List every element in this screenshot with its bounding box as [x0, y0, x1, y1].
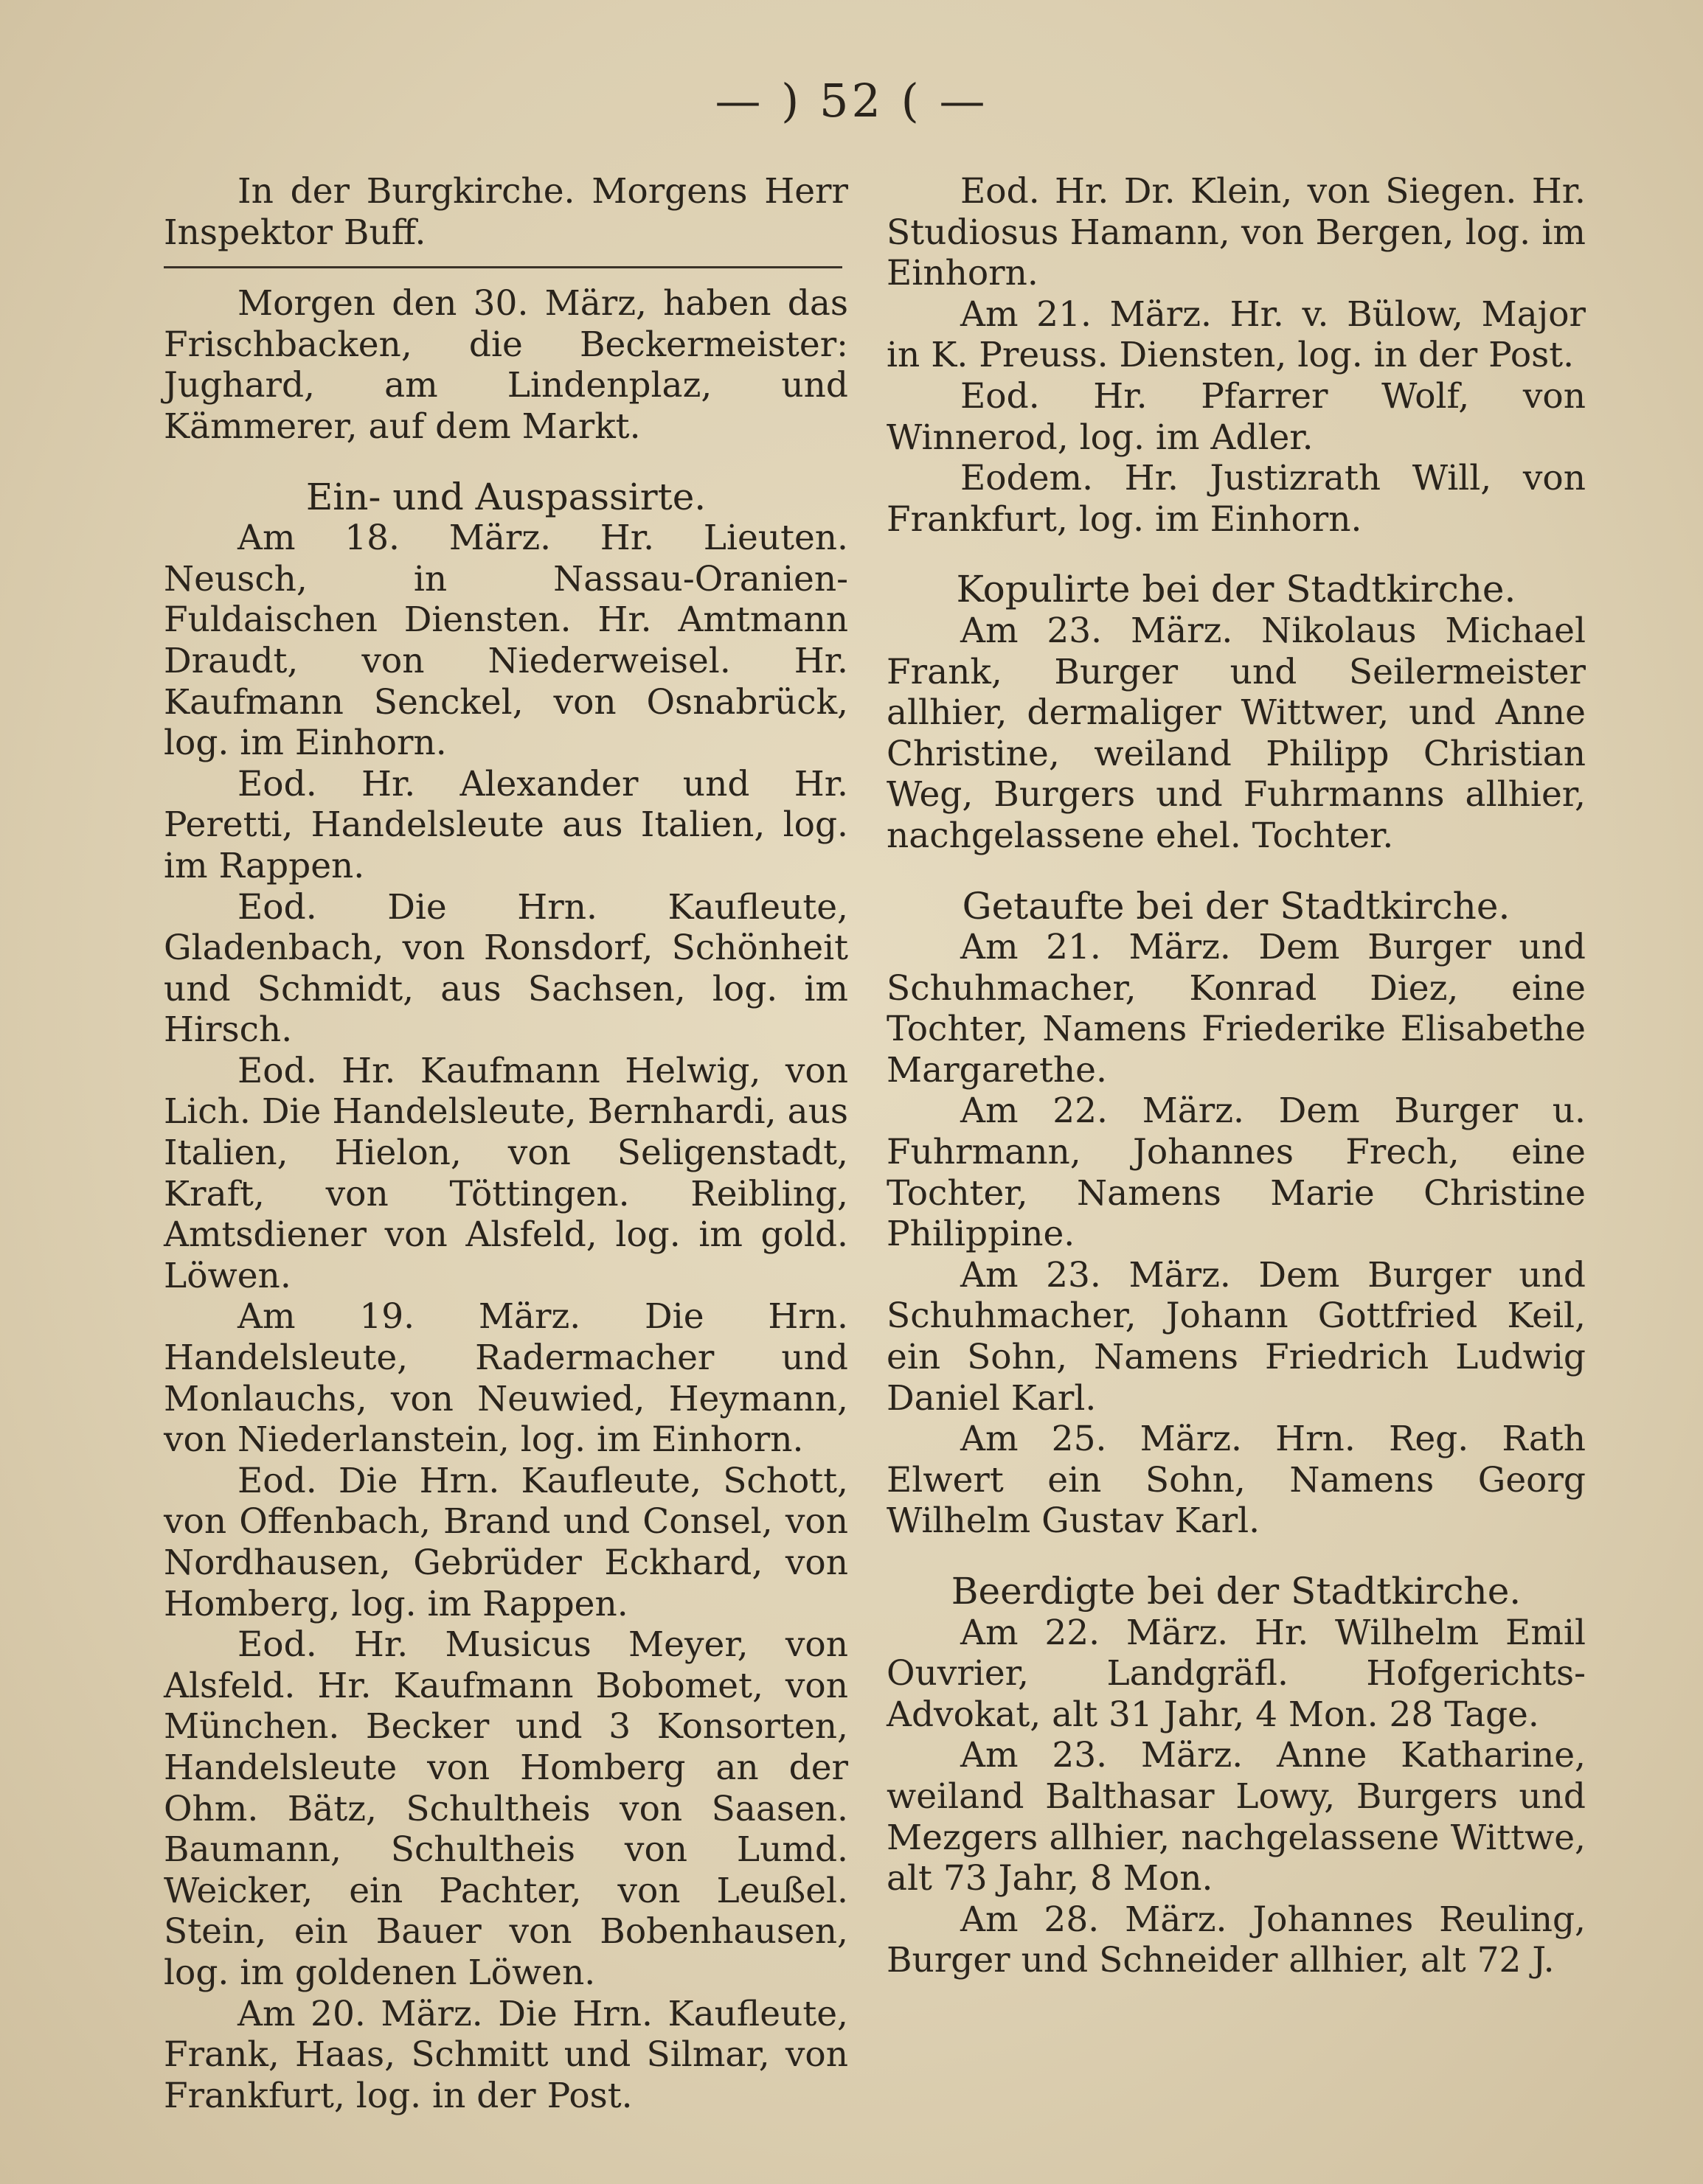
traveler-entry: Eod. Hr. Kaufmann Helwig, von Lich. Die Handelsleute, Bernhardi, aus Italien, Hielon, von Seligenstadt, Kraft, von Töttingen. Reibling, Amtsdiener von Alsfeld, log. im gold. Löwen. [164, 1050, 848, 1296]
section-divider [164, 266, 842, 268]
traveler-entry: Eodem. Hr. Justizrath Will, von Frankfurt, log. im Einhorn. [887, 458, 1586, 540]
traveler-entry: Eod. Hr. Alexander und Hr. Peretti, Handelsleute aus Italien, log. im Rappen. [164, 763, 848, 886]
travelers-heading: Ein- und Auspassirte. [305, 475, 707, 518]
traveler-entry: Eod. Hr. Dr. Klein, von Siegen. Hr. Studiosus Hamann, von Bergen, log. im Einhorn. [887, 171, 1586, 294]
traveler-entry: Am 21. März. Hr. v. Bülow, Major in K. Preuss. Diensten, log. in der Post. [887, 293, 1586, 376]
baptism-entry: Am 21. März. Dem Burger und Schuhmacher, Konrad Diez, eine Tochter, Namens Friederike Elisabethe Margarethe. [887, 927, 1586, 1091]
baptism-entry: Am 22. März. Dem Burger u. Fuhrmann, Johannes Frech, eine Tochter, Namens Marie Christine Philippine. [887, 1091, 1586, 1255]
burial-entry: Am 28. März. Johannes Reuling, Burger und Schneider allhier, alt 72 J. [887, 1899, 1586, 1981]
traveler-entry: Am 18. März. Hr. Lieuten. Neusch, in Nassau-Oranien-Fuldaischen Diensten. Hr. Amtmann Draudt, von Niederweisel. Hr. Kaufmann Senckel, von Osnabrück, log. im Einhorn. [164, 518, 848, 764]
traveler-entry: Eod. Die Hrn. Kaufleute, Gladenbach, von Ronsdorf, Schönheit und Schmidt, aus Sachsen, log. im Hirsch. [164, 886, 848, 1051]
burial-entry: Am 23. März. Anne Katharine, weiland Balthasar Lowy, Burgers und Mezgers allhier, nachgelassene Wittwe, alt 73 Jahr, 8 Mon. [887, 1735, 1586, 1899]
marriage-entry: Am 23. März. Nikolaus Michael Frank, Burger und Seilermeister allhier, dermaliger Wittwer, und Anne Christine, weiland Philipp Christian Weg, Burgers und Fuhrmanns allhier, nachgelassene ehel. Tochter. [887, 610, 1586, 856]
traveler-entry: Am 19. März. Die Hrn. Handelsleute, Radermacher und Monlauchs, von Neuwied, Heymann, von Niederlanstein, log. im Einhorn. [164, 1296, 848, 1461]
baptism-entry: Am 25. März. Hrn. Reg. Rath Elwert ein Sohn, Namens Georg Wilhelm Gustav Karl. [887, 1419, 1586, 1542]
burial-entry: Am 22. März. Hr. Wilhelm Emil Ouvrier, Landgräfl. Hofgerichts-Advokat, alt 31 Jahr, 4 Mon. 28 Tage. [887, 1612, 1586, 1735]
left-column [164, 171, 848, 2116]
married-heading: Kopulirte bei der Stadtkirche. [956, 568, 1516, 611]
baptism-entry: Am 23. März. Dem Burger und Schuhmacher, Johann Gottfried Keil, ein Sohn, Namens Friedrich Ludwig Daniel Karl. [887, 1254, 1586, 1419]
buried-heading: Beerdigte bei der Stadtkirche. [951, 1570, 1522, 1613]
page-number: — ) 52 ( — [715, 74, 988, 128]
traveler-entry: Eod. Hr. Pfarrer Wolf, von Winnerod, log. im Adler. [887, 375, 1586, 458]
right-column [887, 171, 1586, 1981]
church-service-note: In der Burgkirche. Morgens Herr Inspektor Buff. [164, 171, 848, 253]
bakers-notice: Morgen den 30. März, haben das Frischbacken, die Beckermeister: Jughard, am Lindenplaz, und Kämmerer, auf dem Markt. [164, 283, 848, 447]
traveler-entry: Eod. Die Hrn. Kaufleute, Schott, von Offenbach, Brand und Consel, von Nordhausen, Gebrüder Eckhard, von Homberg, log. im Rappen. [164, 1460, 848, 1624]
traveler-entry: Am 20. März. Die Hrn. Kaufleute, Frank, Haas, Schmitt und Silmar, von Frankfurt, log. in der Post. [164, 1993, 848, 2116]
baptized-heading: Getaufte bei der Stadtkirche. [962, 884, 1510, 928]
traveler-entry: Eod. Hr. Musicus Meyer, von Alsfeld. Hr. Kaufmann Bobomet, von München. Becker und 3 Konsorten, Handelsleute von Homberg an der Ohm. Bätz, Schultheis von Saasen. Baumann, Schultheis von Lumd. Weicker, ein Pachter, von Leußel. Stein, ein Bauer von Bobenhausen, log. im goldenen Löwen. [164, 1624, 848, 1993]
